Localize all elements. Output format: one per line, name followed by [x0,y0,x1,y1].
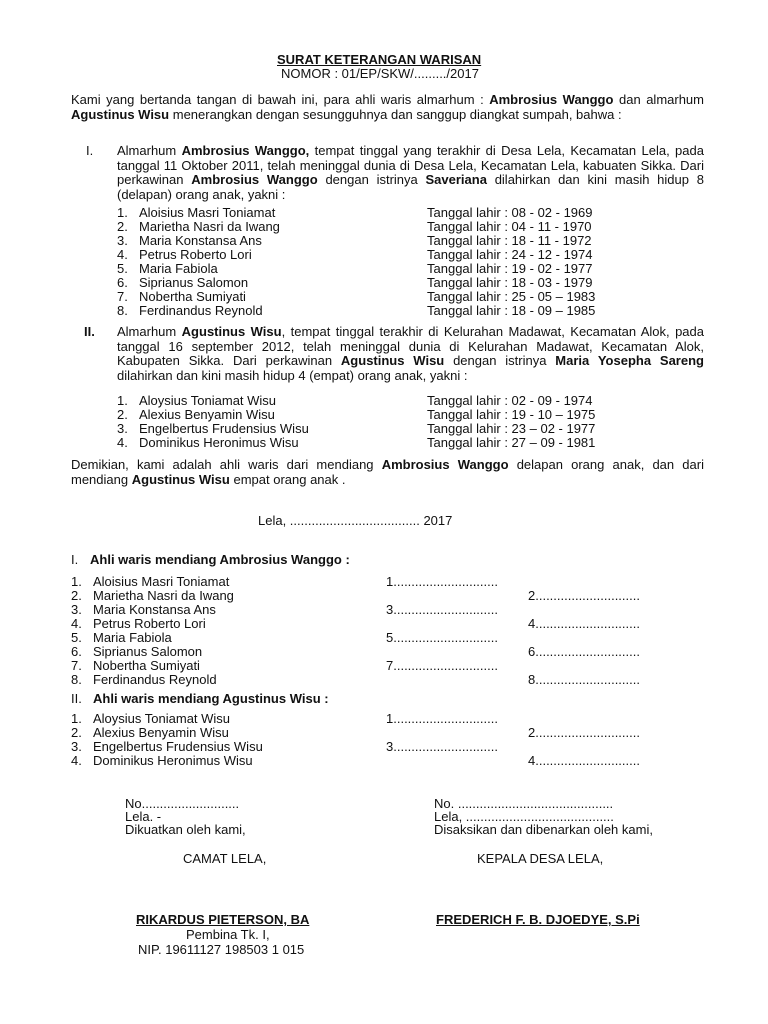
list-item-name: Alexius Benyamin Wisu [139,407,275,422]
list-item-number: 1. [71,711,82,726]
list-item-birthdate: Tanggal lahir : 24 - 12 - 1974 [427,247,593,262]
list-item-birthdate: Tanggal lahir : 04 - 11 - 1970 [427,219,592,234]
section-2-name-3: Maria Yosepha Sareng [555,353,704,368]
section-2-name-2: Agustinus Wisu [340,353,445,368]
list-item-number: 4. [71,616,82,631]
right-signatory-name: FREDERICH F. B. DJOEDYE, S.Pi [436,912,640,927]
list-item-number: 1. [117,205,128,220]
section-1-text-3: dengan istrinya [325,172,418,187]
list-item-number: 2. [71,725,82,740]
list-item-number: 7. [71,658,82,673]
left-signatory-rank: Pembina Tk. I, [186,927,270,942]
list-item-name: Engelbertus Frudensius Wisu [93,739,263,754]
closing-text-2: delapan orang anak, dan dari mendiang [71,457,704,487]
signature-line: 4............................. [528,753,640,768]
list-item-name: Maria Konstansa Ans [93,602,216,617]
list-item-birthdate: Tanggal lahir : 18 - 11 - 1972 [427,233,592,248]
left-note: Dikuatkan oleh kami, [125,822,246,837]
list-item-number: 2. [117,219,128,234]
list-item-number: 6. [71,644,82,659]
list-item-name: Aloisius Masri Toniamat [93,574,230,589]
list-item-name: Dominikus Heronimus Wisu [139,435,299,450]
right-place: Lela, ......................................... [434,809,614,824]
list-item-number: 8. [71,672,82,687]
closing-text-3: empat orang anak . [233,471,346,487]
signature-line: 3............................. [386,739,498,754]
heirs-1-marker: I. [71,552,79,567]
list-item-number: 3. [71,602,82,617]
section-2-name-1: Agustinus Wisu [181,324,282,339]
list-item-name: Marietha Nasri da Iwang [93,588,234,603]
right-no: No. ........................................... [434,796,614,811]
list-item-birthdate: Tanggal lahir : 25 - 05 – 1983 [427,289,596,304]
signature-line: 8............................. [528,672,640,687]
list-item-name: Aloysius Toniamat Wisu [93,711,231,726]
left-signatory-nip: NIP. 19611127 198503 1 015 [138,942,305,957]
section-2-text-3: dengan istrinya [453,353,547,368]
section-1-name-2: Ambrosius Wanggo [191,172,318,187]
list-item-name: Petrus Roberto Lori [93,616,206,631]
section-1-text-1: Almarhum [117,143,177,158]
list-item-number: 3. [117,421,128,436]
right-role: KEPALA DESA LELA, [477,851,604,866]
signature-line: 1............................. [386,574,498,589]
section-1-marker: I. [86,143,94,158]
section-2-text-2: , tempat tinggal terakhir di Kelurahan Madawat, Kecamatan Alok, pada tanggal 16 september 2012, telah meninggal dunia di Kelurahan Madawat, Kecamatan Alok, Kabupaten Sikka. Dari perkawinan [117,324,704,368]
signature-line: 4............................. [528,616,640,631]
signature-line: 3............................. [386,602,498,617]
list-item-number: 5. [117,261,128,276]
list-item-number: 4. [71,753,82,768]
section-1-text-4: dilahirkan dan kini masih hidup 8 (delapan) orang anak, yakni : [117,172,704,202]
section-1-name-3: Saveriana [425,172,487,187]
list-item-birthdate: Tanggal lahir : 02 - 09 - 1974 [427,393,593,408]
list-item-number: 7. [117,289,128,304]
list-item-name: Dominikus Heronimus Wisu [93,753,253,768]
list-item-birthdate: Tanggal lahir : 18 - 09 – 1985 [427,303,596,318]
list-item-number: 6. [117,275,128,290]
list-item-number: 1. [71,574,82,589]
intro-paragraph [71,93,704,122]
section-2-paragraph [117,325,704,383]
list-item-birthdate: Tanggal lahir : 18 - 03 - 1979 [427,275,593,290]
list-item-name: Nobertha Sumiyati [139,289,246,304]
list-item-name: Aloysius Toniamat Wisu [139,393,277,408]
signature-line: 1............................. [386,711,498,726]
section-2-text-1: Almarhum [117,324,177,339]
section-1-paragraph [117,144,704,202]
intro-name-1: Ambrosius Wanggo [489,92,614,107]
list-item-name: Ferdinandus Reynold [139,303,263,318]
list-item-name: Petrus Roberto Lori [139,247,252,262]
list-item-name: Maria Konstansa Ans [139,233,262,248]
list-item-number: 5. [71,630,82,645]
list-item-name: Maria Fabiola [93,630,172,645]
signature-line: 7............................. [386,658,498,673]
list-item-name: Alexius Benyamin Wisu [93,725,229,740]
section-1-text-2: tempat tinggal yang terakhir di Desa Lela, Kecamatan Lela, pada tanggal 11 Oktober 2011, telah meninggal dunia di Desa Lela, Kecamatan Lela, kabuaten Sikka. Dari perkawinan [117,143,704,187]
section-2-marker: II. [84,324,95,339]
signature-line: 2............................. [528,725,640,740]
left-place: Lela. - [125,809,162,824]
right-note: Disaksikan dan dibenarkan oleh kami, [434,822,653,837]
list-item-number: 3. [117,233,128,248]
list-item-number: 4. [117,435,128,450]
list-item-birthdate: Tanggal lahir : 23 – 02 - 1977 [427,421,596,436]
list-item-birthdate: Tanggal lahir : 19 - 10 – 1975 [427,407,596,422]
list-item-name: Aloisius Masri Toniamat [139,205,276,220]
list-item-name: Ferdinandus Reynold [93,672,217,687]
list-item-name: Siprianus Salomon [93,644,203,659]
signature-line: 6............................. [528,644,640,659]
list-item-name: Maria Fabiola [139,261,218,276]
intro-name-2: Agustinus Wisu [71,106,170,122]
list-item-name: Marietha Nasri da Iwang [139,219,280,234]
intro-text-2: dan almarhum [618,92,704,107]
list-item-number: 2. [71,588,82,603]
document-title: SURAT KETERANGAN WARISAN [277,52,482,67]
closing-name-1: Ambrosius Wanggo [381,457,509,472]
list-item-number: 2. [117,407,128,422]
list-item-number: 3. [71,739,82,754]
closing-text-1: Demikian, kami adalah ahli waris dari mendiang [71,457,374,472]
section-2-text-4: dilahirkan dan kini masih hidup 4 (empat) orang anak, yakni : [117,367,468,383]
list-item-name: Nobertha Sumiyati [93,658,200,673]
signature-line: 2............................. [528,588,640,603]
intro-text-3: menerangkan dengan sesungguhnya dan sanggup diangkat sumpah, bahwa : [172,106,622,122]
closing-name-2: Agustinus Wisu [131,471,230,487]
intro-text-1: Kami yang bertanda tangan di bawah ini, para ahli waris almarhum : [71,92,484,107]
heirs-2-marker: II. [71,691,82,706]
list-item-number: 8. [117,303,128,318]
list-item-name: Siprianus Salomon [139,275,249,290]
heirs-1-heading: Ahli waris mendiang Ambrosius Wanggo : [90,552,350,567]
list-item-birthdate: Tanggal lahir : 08 - 02 - 1969 [427,205,593,220]
list-item-name: Engelbertus Frudensius Wisu [139,421,309,436]
document-number: NOMOR : 01/EP/SKW/........./2017 [281,66,479,81]
list-item-number: 4. [117,247,128,262]
section-1-name-1: Ambrosius Wanggo, [181,143,310,158]
list-item-number: 1. [117,393,128,408]
left-signatory-name: RIKARDUS PIETERSON, BA [136,912,310,927]
left-no: No........................... [125,796,240,811]
list-item-birthdate: Tanggal lahir : 19 - 02 - 1977 [427,261,593,276]
left-role: CAMAT LELA, [183,851,267,866]
heirs-2-heading: Ahli waris mendiang Agustinus Wisu : [93,691,329,706]
closing-paragraph [71,458,704,487]
signature-line: 5............................. [386,630,498,645]
place-date: Lela, .................................... 2017 [258,513,453,528]
list-item-birthdate: Tanggal lahir : 27 – 09 - 1981 [427,435,596,450]
